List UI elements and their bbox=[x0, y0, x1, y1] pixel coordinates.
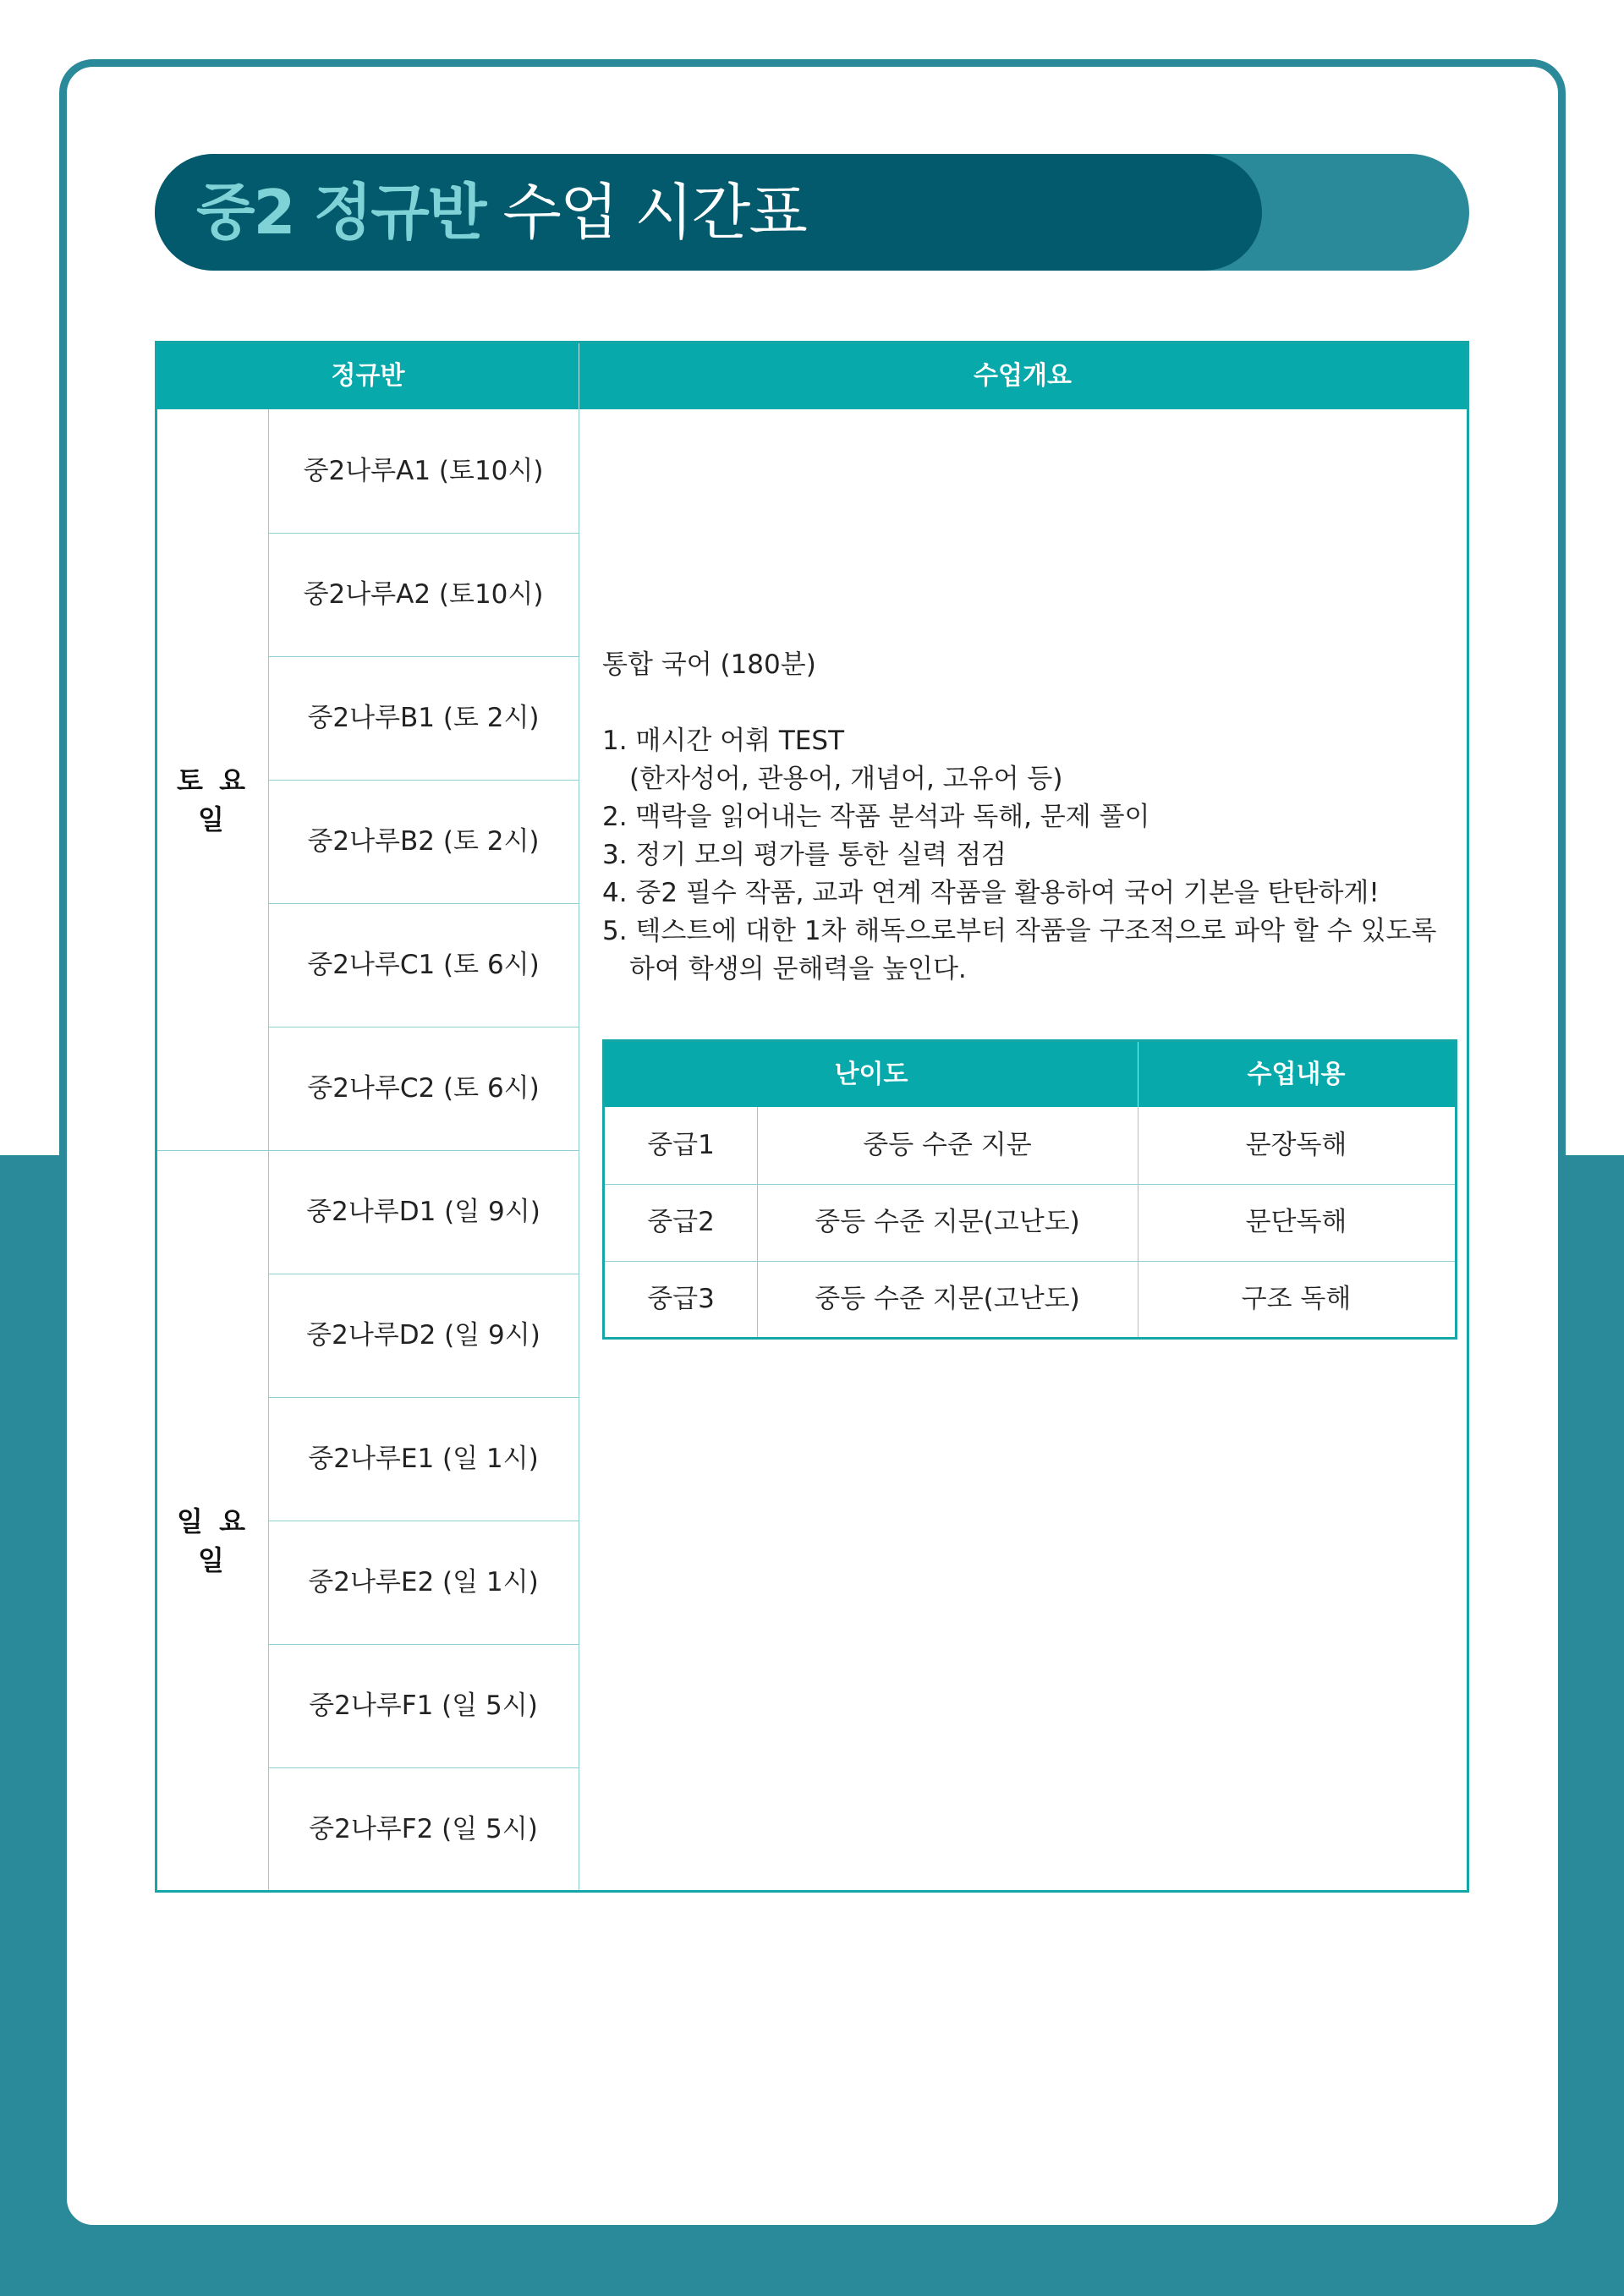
level-table bbox=[602, 1039, 1457, 1340]
overview-spacer bbox=[602, 684, 1448, 722]
overview-item: 2. 맥락을 읽어내는 작품 분석과 독해, 문제 풀이 bbox=[602, 802, 1150, 832]
overview-item: 5. 텍스트에 대한 1차 해독으로부터 작품을 구조적으로 파악 할 수 있도록 bbox=[602, 916, 1437, 946]
class-cell: 중2나루F2 (일 5시) bbox=[309, 1814, 538, 1844]
level-grade: 중급1 bbox=[647, 1130, 715, 1160]
overview-item: 1. 매시간 어휘 TEST bbox=[602, 726, 845, 756]
header-overview: 수업개요 bbox=[579, 343, 1467, 409]
level-content: 구조 독해 bbox=[1241, 1284, 1352, 1314]
level-content: 문장독해 bbox=[1245, 1130, 1347, 1160]
content-header: 수업내용 bbox=[1138, 1042, 1455, 1107]
class-cell: 중2나루A1 (토10시) bbox=[303, 456, 544, 486]
level-description: 중등 수준 지문 bbox=[863, 1130, 1032, 1160]
overview-item: 3. 정기 모의 평가를 통한 실력 점검 bbox=[602, 840, 1007, 870]
overview-heading: 통합 국어 (180분) bbox=[602, 649, 816, 680]
day-label-saturday: 토 요 일 bbox=[177, 764, 249, 836]
class-cell: 중2나루C1 (토 6시) bbox=[307, 950, 540, 980]
class-cell: 중2나루E2 (일 1시) bbox=[308, 1567, 539, 1597]
class-cell: 중2나루A2 (토10시) bbox=[303, 579, 544, 610]
level-content: 문단독해 bbox=[1245, 1207, 1347, 1237]
level-description: 중등 수준 지문(고난도) bbox=[815, 1207, 1080, 1237]
header-class: 정규반 bbox=[157, 343, 579, 409]
class-cell: 중2나루D2 (일 9시) bbox=[306, 1320, 540, 1351]
overview-item: 4. 중2 필수 작품, 교과 연계 작품을 활용하여 국어 기본을 탄탄하게! bbox=[602, 878, 1380, 908]
class-cell: 중2나루E1 (일 1시) bbox=[308, 1444, 539, 1474]
class-cell: 중2나루C2 (토 6시) bbox=[307, 1073, 540, 1104]
page-title-rest: 수업 시간표 bbox=[502, 177, 806, 248]
day-label-sunday: 일 요 일 bbox=[177, 1505, 249, 1576]
level-description: 중등 수준 지문(고난도) bbox=[815, 1284, 1080, 1314]
overview-item-sub: 하여 학생의 문해력을 높인다. bbox=[629, 954, 967, 984]
class-cell: 중2나루D1 (일 9시) bbox=[306, 1197, 540, 1227]
page-title-highlight: 중2 정규반 bbox=[196, 177, 486, 248]
class-cell: 중2나루F1 (일 5시) bbox=[309, 1690, 538, 1721]
class-cell: 중2나루B1 (토 2시) bbox=[307, 703, 540, 733]
page-title bbox=[196, 154, 806, 271]
class-cell: 중2나루B2 (토 2시) bbox=[307, 826, 540, 857]
overview-item-sub: (한자성어, 관용어, 개념어, 고유어 등) bbox=[629, 764, 1063, 794]
overview-text bbox=[602, 646, 1448, 989]
level-grade: 중급3 bbox=[647, 1284, 715, 1314]
level-grade: 중급2 bbox=[647, 1207, 715, 1237]
level-header: 난이도 bbox=[605, 1042, 1138, 1107]
schedule-table bbox=[155, 341, 1469, 1893]
